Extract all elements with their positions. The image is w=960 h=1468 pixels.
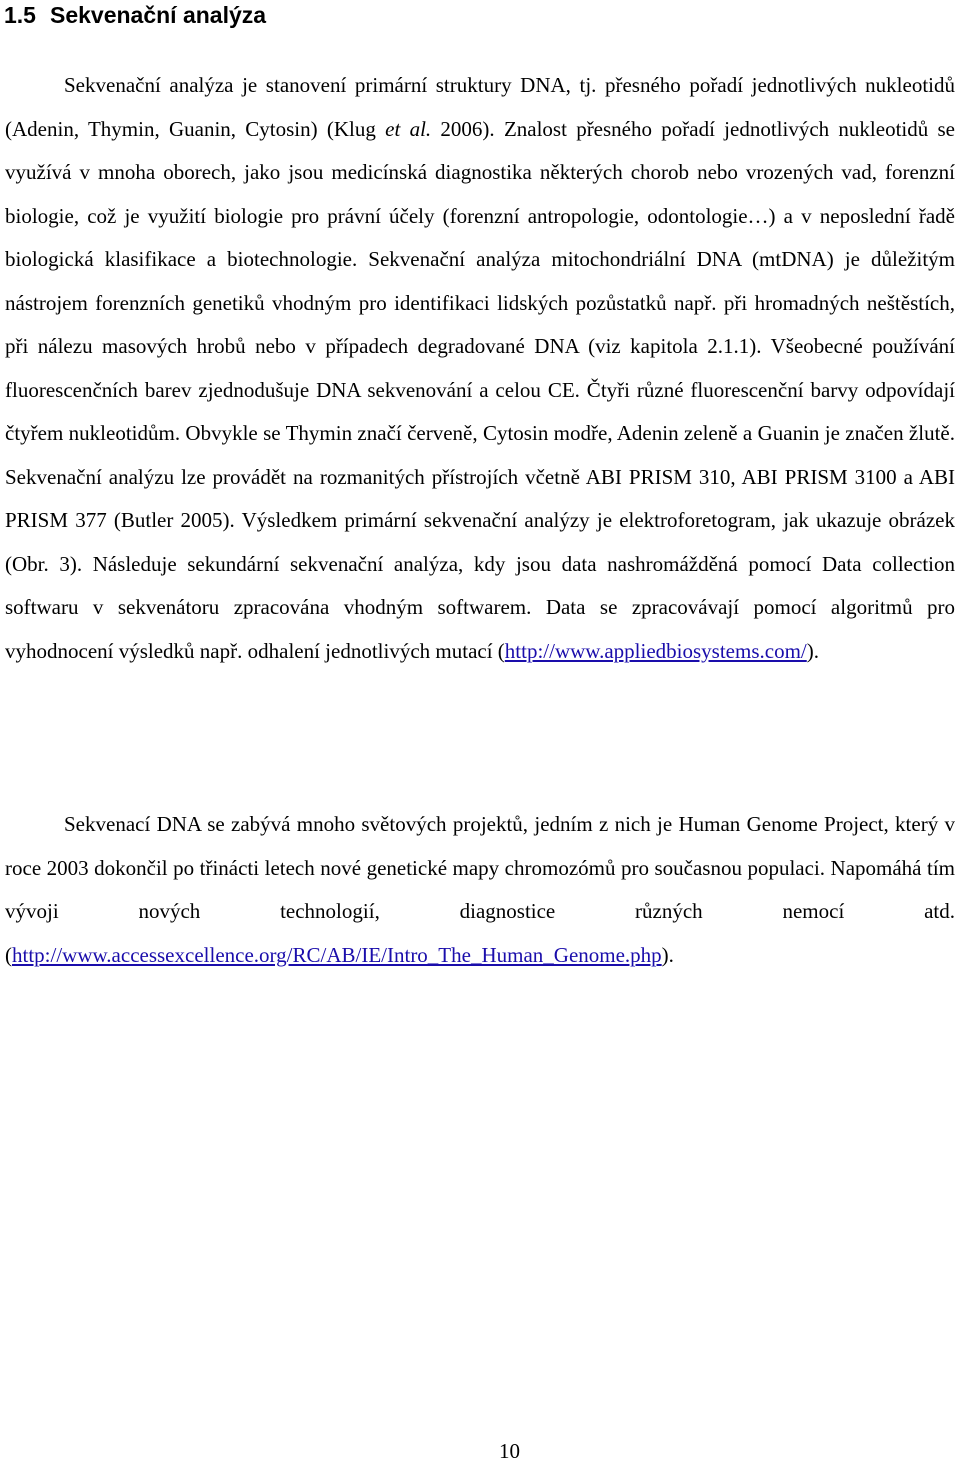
section-heading <box>4 0 266 30</box>
page-number: 10 <box>499 1439 520 1463</box>
section-title: Sekvenační analýza <box>49 2 267 28</box>
paragraph-human-genome <box>5 803 955 977</box>
section-number: 1.5 <box>4 2 36 28</box>
paragraph-intro <box>5 64 955 673</box>
appliedbiosystems-link[interactable]: http://www.appliedbiosystems.com/ <box>504 638 807 663</box>
paragraph-text: Sekvenací DNA se zabývá mnoho světových projektů, jedním z nich je Human Genome Project, který v roce 2003 dokončil po třinácti letech nové genetické mapy chromozómů pro současnou populaci. Napomáhá tím vývoji nových technologií, diagnostice různých nemocí atd. ( <box>5 812 955 967</box>
paragraph-text: ). <box>661 942 674 967</box>
paragraph-text: 2006). Znalost přesného pořadí jednotlivých nukleotidů se využívá v mnoha oborech, jako jsou medicínská diagnostika některých chorob nebo vrozených vad, forenzní biologie, což je využití biologie pro právní účely (forenzní antropologie, odontologie…) a v neposlední řadě biologická klasifikace a biotechnologie. Sekvenační analýza mitochondriální DNA (mtDNA) je důležitým nástrojem forenzních genetiků vhodným pro identifikaci lidských pozůstatků např. při hromadných neštěstích, při nálezu masových hrobů nebo v případech degradované DNA (viz kapitola 2.1.1). Všeobecné používání fluorescenčních barev zjednodušuje DNA sekvenování a celou CE. Čtyři různé fluorescenční barvy odpovídají čtyřem nukleotidům. Obvykle se Thymin značí červeně, Cytosin modře, Adenin zeleně a Guanin je značen žlutě. Sekvenační analýzu lze provádět na rozmanitých přístrojích včetně ABI PRISM 310, ABI PRISM 3100 a ABI PRISM 377 (Butler 2005). Výsledkem primární sekvenační analýzy je elektroforetogram, jak ukazuje obrázek (Obr. 3). Následuje sekundární sekvenační analýza, kdy jsou data nashromážděná pomocí Data collection softwaru v sekvenátoru zpracována vhodným softwarem. Data se zpracovávají pomocí algoritmů pro vyhodnocení výsledků např. odhalení jednotlivých mutací ( <box>5 116 955 663</box>
paragraph-text: ). <box>806 638 819 663</box>
paragraph-text: Sekvenační analýza je stanovení primární struktury DNA, tj. přesného pořadí jednotlivých nukleotidů (Adenin, Thymin, Guanin, Cytosin) (Klug <box>5 73 955 141</box>
accessexcellence-link[interactable]: http://www.accessexcellence.org/RC/AB/IE/Intro_The_Human_Genome.php <box>12 942 662 967</box>
citation-italic: et al. <box>385 116 432 141</box>
